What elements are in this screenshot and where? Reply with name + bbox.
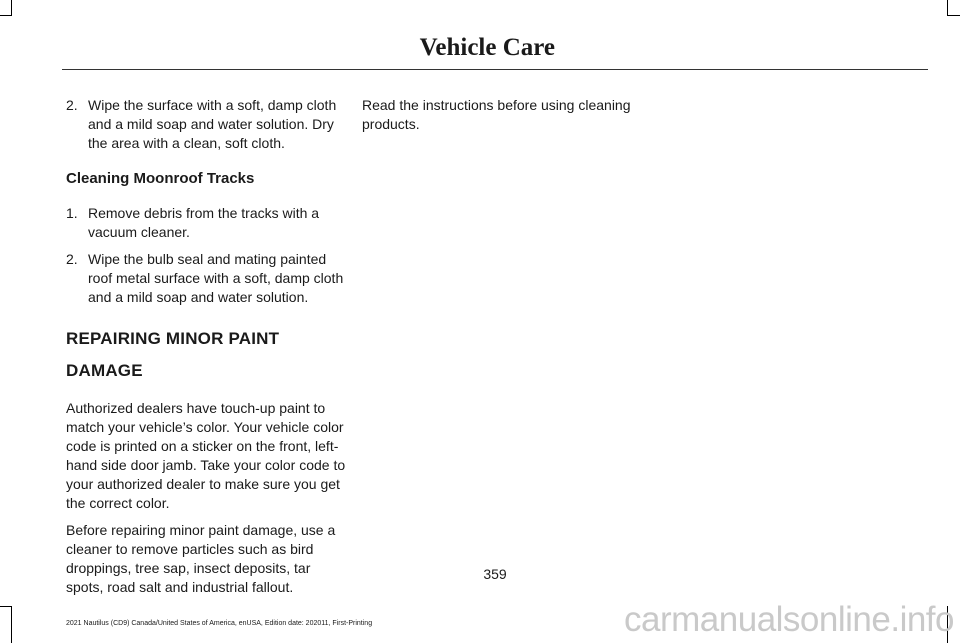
section-title-line: DAMAGE xyxy=(66,361,143,380)
paragraph: Authorized dealers have touch-up paint to match your vehicle’s color. Your vehicle color code is printed on a sticker on the front, left-hand side door jamb. Take your color code to your authorized dealer to make sure you get the correct color. xyxy=(66,400,346,511)
list-item-text: Remove debris from the tracks with a vacuum cleaner. xyxy=(88,205,320,240)
crop-mark-top-left-h xyxy=(0,15,12,16)
list-item xyxy=(66,96,350,153)
list-item xyxy=(66,204,350,242)
paragraph: Read the instructions before using cleaning products. xyxy=(362,97,631,132)
subheading: Cleaning Moonroof Tracks xyxy=(66,170,255,187)
list-item-number: 1. xyxy=(66,205,78,221)
paragraph: Before repairing minor paint damage, use a cleaner to remove particles such as bird droppings, tree sap, insect deposits, tar spots, road salt and industrial fallout. xyxy=(66,522,336,595)
list-item-number: 2. xyxy=(66,251,78,267)
header-divider xyxy=(62,69,928,70)
watermark: carmanualsonline.info xyxy=(624,600,954,639)
left-column xyxy=(66,96,350,605)
page-number: 359 xyxy=(483,566,507,582)
footer-edition-info: 2021 Nautilus (CD9) Canada/United States of America, enUSA, Edition date: 202011, First-Printing xyxy=(66,620,373,627)
right-column xyxy=(362,96,652,142)
crop-mark-top-right-v xyxy=(947,0,948,16)
list-item-text: Wipe the surface with a soft, damp cloth and a mild soap and water solution. Dry the area with a clean, soft cloth. xyxy=(88,97,337,151)
crop-mark-bottom-left-h xyxy=(0,606,12,607)
list-item-number: 2. xyxy=(66,97,78,113)
section-title xyxy=(66,327,350,383)
crop-mark-top-left-v xyxy=(11,0,12,16)
page-header-title: Vehicle Care xyxy=(419,34,555,61)
list-item-text: Wipe the bulb seal and mating painted roof metal surface with a soft, damp cloth and a mild soap and water solution. xyxy=(88,251,344,305)
crop-mark-bottom-left-v xyxy=(11,606,12,643)
section-title-line: REPAIRING MINOR PAINT xyxy=(66,329,280,348)
crop-mark-top-right-h xyxy=(947,15,960,16)
list-item xyxy=(66,250,350,307)
